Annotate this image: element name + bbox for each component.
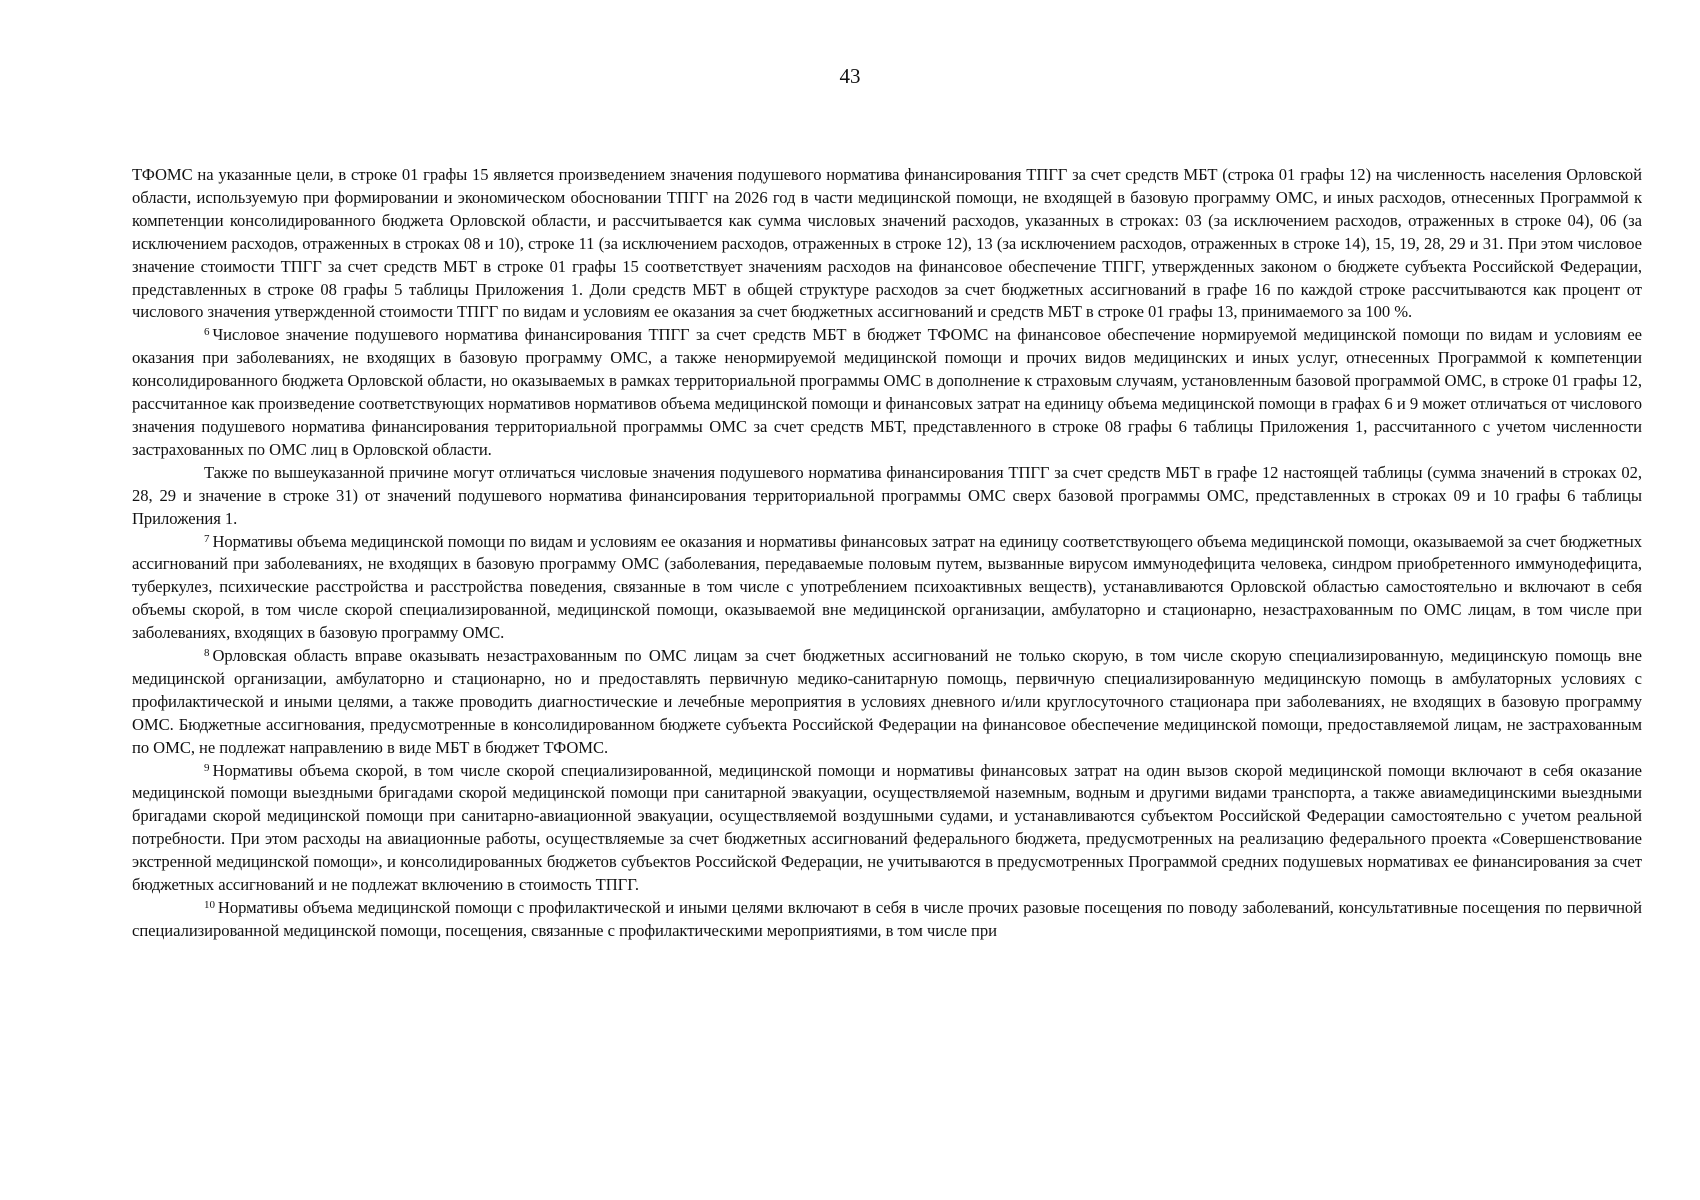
footnote-7 [132,531,1642,646]
paragraph-also [132,462,1642,531]
footnote-marker: 7 [204,532,210,545]
paragraph-text: Нормативы объема медицинской помощи по видам и условиям ее оказания и нормативы финансовых затрат на единицу соответствующего объема медицинской помощи, оказываемой за счет бюджетных ассигнований при заболеваниях, не входящих в базовую программу ОМС (заболевания, передаваемые половым путем, вызванные вирусом иммунодефицита человека, синдром приобретенного иммунодефицита, туберкулез, психические расстройства и расстройства поведения, связанные в том числе с употреблением психоактивных веществ), устанавливаются Орловской областью самостоятельно и включают в себя объемы скорой, в том числе скорой специализированной, медицинской помощи, оказываемой вне медицинской организации, амбулаторно и стационарно, незастрахованным по ОМС лицам, в том числе при заболеваниях, входящих в базовую программу ОМС. [132,531,1642,643]
footnote-6 [132,324,1642,461]
footnote-10 [132,897,1642,943]
footnote-marker: 8 [204,647,210,660]
footnote-marker: 9 [204,761,210,774]
footnote-marker: 10 [204,899,215,911]
page-number: 43 [839,64,861,88]
footnote-9 [132,760,1642,897]
paragraph-text: Орловская область вправе оказывать незастрахованным по ОМС лицам за счет бюджетных ассигнований не только скорую, в том числе скорую специализированную, медицинскую помощь вне медицинской организации, амбулаторно и стационарно, но и предоставлять первичную медико-санитарную помощь, первичную специализированную медицинскую помощь в амбулаторных условиях с профилактической и иными целями, а также проводить диагностические и лечебные мероприятия в условиях дневного и/или круглосуточного стационара при заболеваниях, не входящих в базовую программу ОМС. Бюджетные ассигнования, предусмотренные в консолидированном бюджете субъекта Российской Федерации на финансовое обеспечение медицинской помощи, предоставляемой лицам, не застрахованным по ОМС, не подлежат направлению в виде МБТ в бюджет ТФОМС. [132,646,1642,757]
paragraph-text: Числовое значение подушевого норматива финансирования ТПГГ за счет средств МБТ в бюджет ТФОМС на финансовое обеспечение нормируемой медицинской помощи по видам и условиям ее оказания при заболеваниях, не входящих в базовую программу ОМС, а также ненормируемой медицинской помощи и прочих видов медицинских и иных услуг, отнесенных Программой к компетенции консолидированного бюджета Орловской области, но оказываемых в рамках территориальной программы ОМС в дополнение к страховым случаям, установленным базовой программой ОМС, в строке 01 графы 12, рассчитанное как произведение соответствующих нормативов нормативов объема медицинской помощи и финансовых затрат на единицу объема медицинской помощи в графах 6 и 9 может отличаться от числового значения подушевого норматива финансирования территориальной программы ОМС за счет средств МБТ, представленного в строке 08 графы 6 таблицы Приложения 1, рассчитанного с учетом численности застрахованных по ОМС лиц в Орловской области. [132,325,1642,459]
document-body [132,164,1642,943]
footnote-marker: 6 [204,326,210,339]
paragraph-continuation [132,164,1642,324]
footnote-8 [132,645,1642,760]
paragraph-text: ТФОМС на указанные цели, в строке 01 графы 15 является произведением значения подушевого норматива финансирования ТПГГ за счет средств МБТ (строка 01 графы 12) на численность населения Орловской области, используемую при формировании и экономическом обосновании ТПГГ на 2026 год в части медицинской помощи, не входящей в базовую программу ОМС, и иных расходов, отнесенных Программой к компетенции консолидированного бюджета Орловской области, и рассчитывается как сумма числовых значений расходов, указанных в строках: 03 (за исключением расходов, отраженных в строке 04), 06 (за исключением расходов, отраженных в строках 08 и 10), строке 11 (за исключением расходов, отраженных в строке 12), 13 (за исключением расходов, отраженных в строке 14), 15, 19, 28, 29 и 31. При этом числовое значение стоимости ТПГГ за счет средств МБТ в строке 01 графы 15 соответствует значениям расходов на финансовое обеспечение ТПГГ, утвержденных законом о бюджете субъекта Российской Федерации, представленных в строке 08 графы 5 таблицы Приложения 1. Доли средств МБТ в общей структуре расходов за счет бюджетных ассигнований в графе 16 по каждой строке рассчитываются как процент от числового значения утвержденной стоимости ТПГГ по видам и условиям ее оказания за счет бюджетных ассигнований и средств МБТ в строке 01 графы 13, принимаемого за 100 %. [132,165,1642,322]
paragraph-text: Нормативы объема медицинской помощи с профилактической и иными целями включают в себя в числе прочих разовые посещения по поводу заболеваний, консультативные посещения по первичной специализированной медицинской помощи, посещения, связанные с профилактическими мероприятиями, в том числе при [132,898,1642,940]
paragraph-text: Также по вышеуказанной причине могут отличаться числовые значения подушевого норматива финансирования ТПГГ за счет средств МБТ в графе 12 настоящей таблицы (сумма значений в строках 02, 28, 29 и значение в строке 31) от значений подушевого норматива финансирования территориальной программы ОМС сверх базовой программы ОМС, представленных в строках 09 и 10 графы 6 таблицы Приложения 1. [132,462,1642,528]
paragraph-text: Нормативы объема скорой, в том числе скорой специализированной, медицинской помощи и нормативы финансовых затрат на один вызов скорой медицинской помощи включают в себя оказание медицинской помощи выездными бригадами скорой медицинской помощи при санитарной эвакуации, осуществляемой наземным, водным и другими видами транспорта, а также авиамедицинскими выездными бригадами скорой медицинской помощи при санитарно-авиационной эвакуации, осуществляемой воздушными судами, и устанавливаются субъектом Российской Федерации самостоятельно с учетом реальной потребности. При этом расходы на авиационные работы, осуществляемые за счет бюджетных ассигнований федерального бюджета, предусмотренных на реализацию федерального проекта «Совершенствование экстренной медицинской помощи», и консолидированных бюджетов субъектов Российской Федерации, не учитываются в предусмотренных Программой средних подушевых нормативах ее финансирования за счет бюджетных ассигнований и не подлежат включению в стоимость ТПГГ. [132,760,1642,895]
